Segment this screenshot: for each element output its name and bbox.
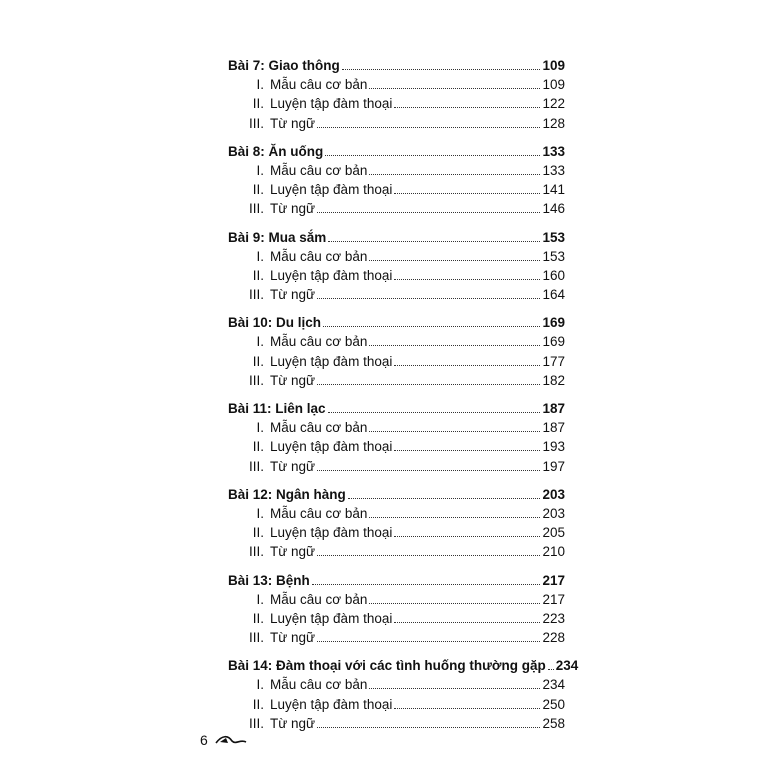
toc-chapter-heading[interactable] (228, 399, 565, 418)
dot-leader (317, 384, 540, 385)
dot-leader (323, 326, 540, 327)
entry-number: I. (256, 420, 264, 436)
entry-number: III. (248, 201, 264, 217)
dot-leader (325, 155, 540, 156)
toc-chapter-heading[interactable] (228, 313, 565, 332)
dot-leader (369, 260, 540, 261)
toc-entry[interactable] (228, 75, 565, 94)
toc-entry[interactable] (228, 161, 565, 180)
entry-label: Mẫu câu cơ bản (270, 505, 368, 521)
entry-label: Từ ngữ (270, 115, 316, 131)
entry-page: 146 (542, 201, 565, 217)
table-of-contents (228, 56, 579, 742)
entry-number: II. (252, 610, 264, 626)
dot-leader (317, 641, 540, 642)
entry-label: Từ ngữ (270, 544, 316, 560)
entry-page: 169 (542, 334, 565, 350)
page-number: 6 (200, 732, 208, 748)
dot-leader (317, 212, 540, 213)
toc-entry[interactable] (228, 332, 565, 351)
toc-chapter-heading[interactable] (228, 571, 565, 590)
entry-page: 250 (542, 696, 565, 712)
chapter-page: 169 (542, 315, 565, 331)
chapter-page: 153 (542, 229, 565, 245)
entry-page: 122 (542, 96, 565, 112)
chapter-page: 203 (542, 486, 565, 502)
dot-leader (328, 412, 541, 413)
entry-label: Luyện tập đàm thoại (270, 525, 393, 541)
entry-number: III. (248, 458, 264, 474)
entry-label: Mẫu câu cơ bản (270, 591, 368, 607)
dot-leader (394, 365, 540, 366)
entry-page: 153 (542, 248, 565, 264)
toc-entry[interactable] (228, 247, 565, 266)
dot-leader (369, 88, 540, 89)
toc-chapter-heading[interactable] (228, 142, 565, 161)
toc-entry[interactable] (228, 285, 565, 304)
entry-number: II. (252, 96, 264, 112)
toc-chapter (228, 56, 565, 133)
entry-label: Luyện tập đàm thoại (270, 353, 393, 369)
entry-label: Mẫu câu cơ bản (270, 334, 368, 350)
toc-entry[interactable] (228, 199, 565, 218)
dot-leader (317, 298, 540, 299)
chapter-page: 234 (555, 658, 579, 674)
entry-label: Từ ngữ (270, 715, 316, 731)
toc-entry[interactable] (228, 675, 565, 694)
dot-leader (328, 241, 540, 242)
chapter-title: Bài 8: Ăn uống (228, 143, 324, 159)
toc-chapter (228, 571, 565, 648)
toc-chapter-heading[interactable] (228, 485, 565, 504)
dot-leader (369, 431, 540, 432)
entry-number: I. (256, 248, 264, 264)
entry-page: 203 (542, 505, 565, 521)
entry-page: 228 (542, 630, 565, 646)
toc-chapter (228, 142, 565, 219)
entry-number: I. (256, 334, 264, 350)
entry-page: 128 (542, 115, 565, 131)
chapter-page: 217 (542, 572, 565, 588)
dot-leader (394, 450, 540, 451)
chapter-title: Bài 11: Liên lạc (228, 401, 326, 416)
toc-entry[interactable] (228, 504, 565, 523)
toc-chapter-heading[interactable] (228, 56, 565, 75)
dot-leader (369, 603, 540, 604)
entry-label: Mẫu câu cơ bản (270, 162, 368, 178)
dot-leader (394, 107, 540, 108)
chapter-title: Bài 13: Bệnh (228, 572, 310, 588)
entry-page: 197 (542, 458, 565, 474)
entry-number: I. (256, 677, 264, 693)
entry-number: III. (248, 287, 264, 303)
entry-number: III. (248, 115, 264, 131)
entry-number: III. (248, 715, 264, 731)
toc-entry[interactable] (228, 418, 565, 437)
chapter-page: 187 (542, 401, 565, 416)
dot-leader (369, 345, 540, 346)
entry-page: 258 (542, 715, 565, 731)
entry-number: II. (252, 439, 264, 455)
entry-page: 234 (542, 677, 565, 693)
dot-leader (317, 727, 540, 728)
entry-number: II. (252, 182, 264, 198)
entry-number: III. (248, 544, 264, 560)
toc-entry[interactable] (228, 180, 565, 199)
entry-page: 141 (542, 182, 565, 198)
entry-label: Mẫu câu cơ bản (270, 77, 368, 93)
toc-chapter (228, 399, 565, 476)
toc-chapter (228, 313, 565, 390)
toc-entry[interactable] (228, 114, 565, 133)
entry-page: 164 (542, 287, 565, 303)
toc-entry[interactable] (228, 523, 565, 542)
dot-leader (548, 669, 554, 670)
chapter-title: Bài 14: Đàm thoại với các tình huống thường gặp (228, 658, 546, 674)
dot-leader (394, 193, 540, 194)
chapter-page: 109 (542, 58, 565, 73)
chapter-title: Bài 9: Mua sắm (228, 229, 327, 245)
entry-page: 109 (542, 77, 565, 93)
entry-page: 187 (542, 420, 565, 436)
toc-entry[interactable] (228, 714, 565, 733)
entry-number: II. (252, 696, 264, 712)
chapter-title: Bài 7: Giao thông (228, 58, 340, 73)
entry-number: I. (256, 77, 264, 93)
toc-chapter-heading[interactable] (228, 656, 579, 675)
entry-label: Từ ngữ (270, 630, 316, 646)
dot-leader (312, 584, 541, 585)
entry-page: 205 (542, 525, 565, 541)
entry-number: II. (252, 267, 264, 283)
entry-label: Từ ngữ (270, 372, 316, 388)
entry-page: 223 (542, 610, 565, 626)
chapter-title: Bài 12: Ngân hàng (228, 486, 346, 502)
toc-entry[interactable] (228, 609, 565, 628)
toc-chapter (228, 485, 565, 562)
entry-label: Từ ngữ (270, 201, 316, 217)
entry-label: Luyện tập đàm thoại (270, 96, 393, 112)
dot-leader (369, 517, 540, 518)
dot-leader (317, 470, 540, 471)
toc-entry[interactable] (228, 542, 565, 561)
publisher-ornament-icon (214, 733, 248, 747)
entry-number: II. (252, 525, 264, 541)
entry-label: Luyện tập đàm thoại (270, 439, 393, 455)
dot-leader (317, 555, 540, 556)
toc-chapter (228, 656, 579, 733)
entry-label: Luyện tập đàm thoại (270, 182, 393, 198)
dot-leader (369, 688, 540, 689)
entry-number: I. (256, 162, 264, 178)
entry-page: 182 (542, 372, 565, 388)
dot-leader (394, 708, 540, 709)
dot-leader (369, 174, 540, 175)
entry-label: Mẫu câu cơ bản (270, 677, 368, 693)
entry-page: 133 (542, 162, 565, 178)
dot-leader (394, 536, 540, 537)
entry-number: I. (256, 591, 264, 607)
entry-number: II. (252, 353, 264, 369)
toc-entry[interactable] (228, 628, 565, 647)
entry-label: Luyện tập đàm thoại (270, 610, 393, 626)
entry-label: Luyện tập đàm thoại (270, 696, 393, 712)
entry-label: Mẫu câu cơ bản (270, 248, 368, 264)
dot-leader (348, 498, 541, 499)
toc-entry[interactable] (228, 352, 565, 371)
entry-number: I. (256, 505, 264, 521)
entry-page: 217 (542, 591, 565, 607)
toc-entry[interactable] (228, 371, 565, 390)
entry-page: 177 (542, 353, 565, 369)
toc-entry[interactable] (228, 457, 565, 476)
dot-leader (394, 279, 540, 280)
toc-entry[interactable] (228, 266, 565, 285)
chapter-page: 133 (542, 143, 565, 159)
entry-label: Từ ngữ (270, 287, 316, 303)
toc-entry[interactable] (228, 94, 565, 113)
toc-chapter (228, 228, 565, 305)
chapter-title: Bài 10: Du lịch (228, 315, 322, 331)
toc-entry[interactable] (228, 590, 565, 609)
entry-number: III. (248, 630, 264, 646)
toc-chapter-heading[interactable] (228, 228, 565, 247)
entry-page: 210 (542, 544, 565, 560)
toc-entry[interactable] (228, 695, 565, 714)
dot-leader (342, 69, 541, 70)
dot-leader (317, 127, 540, 128)
entry-number: III. (248, 372, 264, 388)
entry-label: Từ ngữ (270, 458, 316, 474)
toc-entry[interactable] (228, 437, 565, 456)
entry-label: Luyện tập đàm thoại (270, 267, 393, 283)
dot-leader (394, 622, 540, 623)
entry-label: Mẫu câu cơ bản (270, 420, 368, 436)
entry-page: 160 (542, 267, 565, 283)
entry-page: 193 (542, 439, 565, 455)
